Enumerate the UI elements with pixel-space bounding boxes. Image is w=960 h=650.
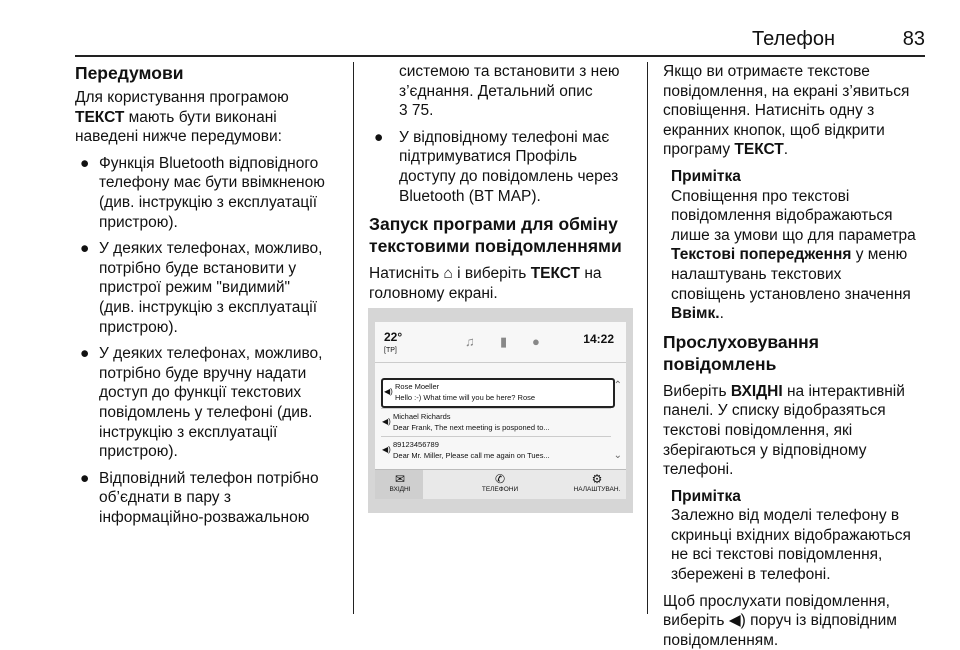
bullet-dot: ●: [374, 128, 384, 146]
heading-prerequisites: Передумови: [75, 63, 184, 83]
intro-line: Для користування програмою: [75, 89, 289, 106]
note-label: Примітка: [671, 167, 741, 185]
speaker-icon[interactable]: ◀): [382, 445, 391, 454]
note-block: Примітка Сповіщення про текстові повідомлення відображаються лише за умови що для параметра Текстові попередження у меню налаштувань текстових сповіщень установлено значення Ввімк..: [663, 167, 928, 324]
page-header: [75, 24, 925, 54]
note-block: Примітка Залежно від моделі телефону в скриньці вхідних відображаються не всі текстові повідомлення, збережені в телефоні.: [663, 487, 928, 585]
heading-launch-app: текстовими повідомленнями: [369, 236, 622, 257]
tp-indicator: [TP]: [384, 347, 397, 354]
bullet-item: ● У деяких телефонах, можливо, потрібно буде вручну надати доступ до функції текстових повідомлень у телефоні (див. інструкцію з експлуатації пристрою).: [80, 345, 323, 461]
column-divider-2: [647, 62, 648, 614]
bullet-dot: ●: [80, 154, 90, 172]
phones-button[interactable]: ✆ ТЕЛЕФОНИ: [475, 472, 525, 493]
bullet-dot: ●: [80, 345, 90, 363]
infotainment-screen: [375, 322, 626, 498]
speaker-icon: ◀): [728, 612, 746, 630]
inbox-button[interactable]: ✉ ВХІДНІ: [385, 472, 415, 493]
message-row[interactable]: ◀) Michael Richards Dear Frank, The next meeting is posponed to...: [382, 412, 550, 432]
instruction-line: головному екрані.: [369, 284, 498, 302]
clock: 14:22: [583, 332, 614, 346]
column-2: [369, 62, 637, 303]
phone-status-icon: ▮: [500, 334, 508, 349]
bullet-item: ● У деяких телефонах, можливо, потрібно буде встановити у пристрої режим "видимий" (див. інструкцію з експлуатації пристрою).: [80, 240, 323, 336]
bullet-item: ● Функція Bluetooth відповідного телефону має бути ввімкненою (див. інструкцію з експлуатації пристрою).: [80, 154, 325, 231]
column-1: [75, 62, 347, 527]
heading-listen-messages: Прослуховування повідомлень: [663, 331, 819, 374]
bullet-continuation: системою та встановити з нею з’єднання. Детальний опис 3 75.: [369, 62, 637, 121]
message-row[interactable]: ◀) 89123456789 Dear Mr. Miller, Please call me again on Tues...: [382, 440, 550, 460]
settings-icon: ⚙: [591, 472, 603, 486]
settings-button[interactable]: ⚙ НАЛАШТУВАН.: [571, 472, 623, 493]
message-row[interactable]: ◀) Rose Moeller Hello :-) What time will you be here? Rose: [381, 378, 615, 408]
intro-line: наведені нижче передумови:: [75, 128, 282, 146]
envelope-icon: ✉: [394, 472, 406, 486]
page-number: 83: [902, 28, 925, 50]
row-divider: [381, 408, 611, 409]
scroll-up-icon[interactable]: ⌃: [613, 380, 622, 391]
page-reference: 3 75.: [399, 102, 434, 120]
note-label: Примітка: [671, 487, 741, 505]
interaction-bar: [375, 469, 626, 499]
bullet-dot: ●: [80, 240, 90, 258]
header-rule: [75, 55, 925, 57]
column-divider-1: [353, 62, 354, 614]
row-divider: [381, 436, 611, 437]
infotainment-screenshot: [368, 308, 633, 513]
bullet-item: ● Відповідний телефон потрібно об’єднати в пару з інформаційно-розважальною: [80, 469, 319, 526]
speaker-icon[interactable]: ◀): [382, 417, 391, 426]
temperature: 22°: [384, 330, 403, 344]
home-icon: ⌂: [443, 265, 453, 283]
column-3: Якщо ви отримаєте текстове повідомлення, на екрані з’явиться сповіщення. Натисніть одну з екранних кнопок, щоб відкрити програму ТЕКСТ. Примітка Сповіщення про текстові повідомлення відображаються лише за умови що для параметра Текстові попередження у меню налаштувань текстових сповіщень установлено значення Ввімк.. Прослуховування повідомлень Виберіть ВХІДНІ на інтерактивній панелі. У списку відобразяться текстові повідомлення, які зберігаються у відповідному телефоні. Примітка Залежно від моделі телефону в скриньці вхідних відображаються не всі текстові повідомлення, збережені в телефоні. Щоб прослухати повідомлення, виберіть ◀) поруч із відповідним повідомленням.: [663, 62, 928, 650]
bullet-dot: ●: [80, 469, 90, 487]
chapter-title: Телефон: [752, 28, 835, 50]
heading-launch-app: Запуск програми для обміну: [369, 214, 618, 235]
speaker-icon[interactable]: ◀): [384, 387, 393, 396]
intro-line: ТЕКСТ мають бути виконані: [75, 108, 277, 126]
scroll-down-icon[interactable]: ⌄: [613, 450, 622, 461]
bullet-item: ● У відповідному телефоні має підтримуватися Профіль доступу до повідомлень через Bluetooth (BT MAP).: [374, 128, 619, 205]
screen-status-bar: [375, 322, 626, 363]
music-icon: ♫: [465, 334, 475, 349]
instruction-line: Натисніть ⌂ і виберіть ТЕКСТ на: [369, 265, 602, 283]
phone-icon: ✆: [494, 472, 506, 486]
info-icon: ●: [532, 334, 540, 349]
